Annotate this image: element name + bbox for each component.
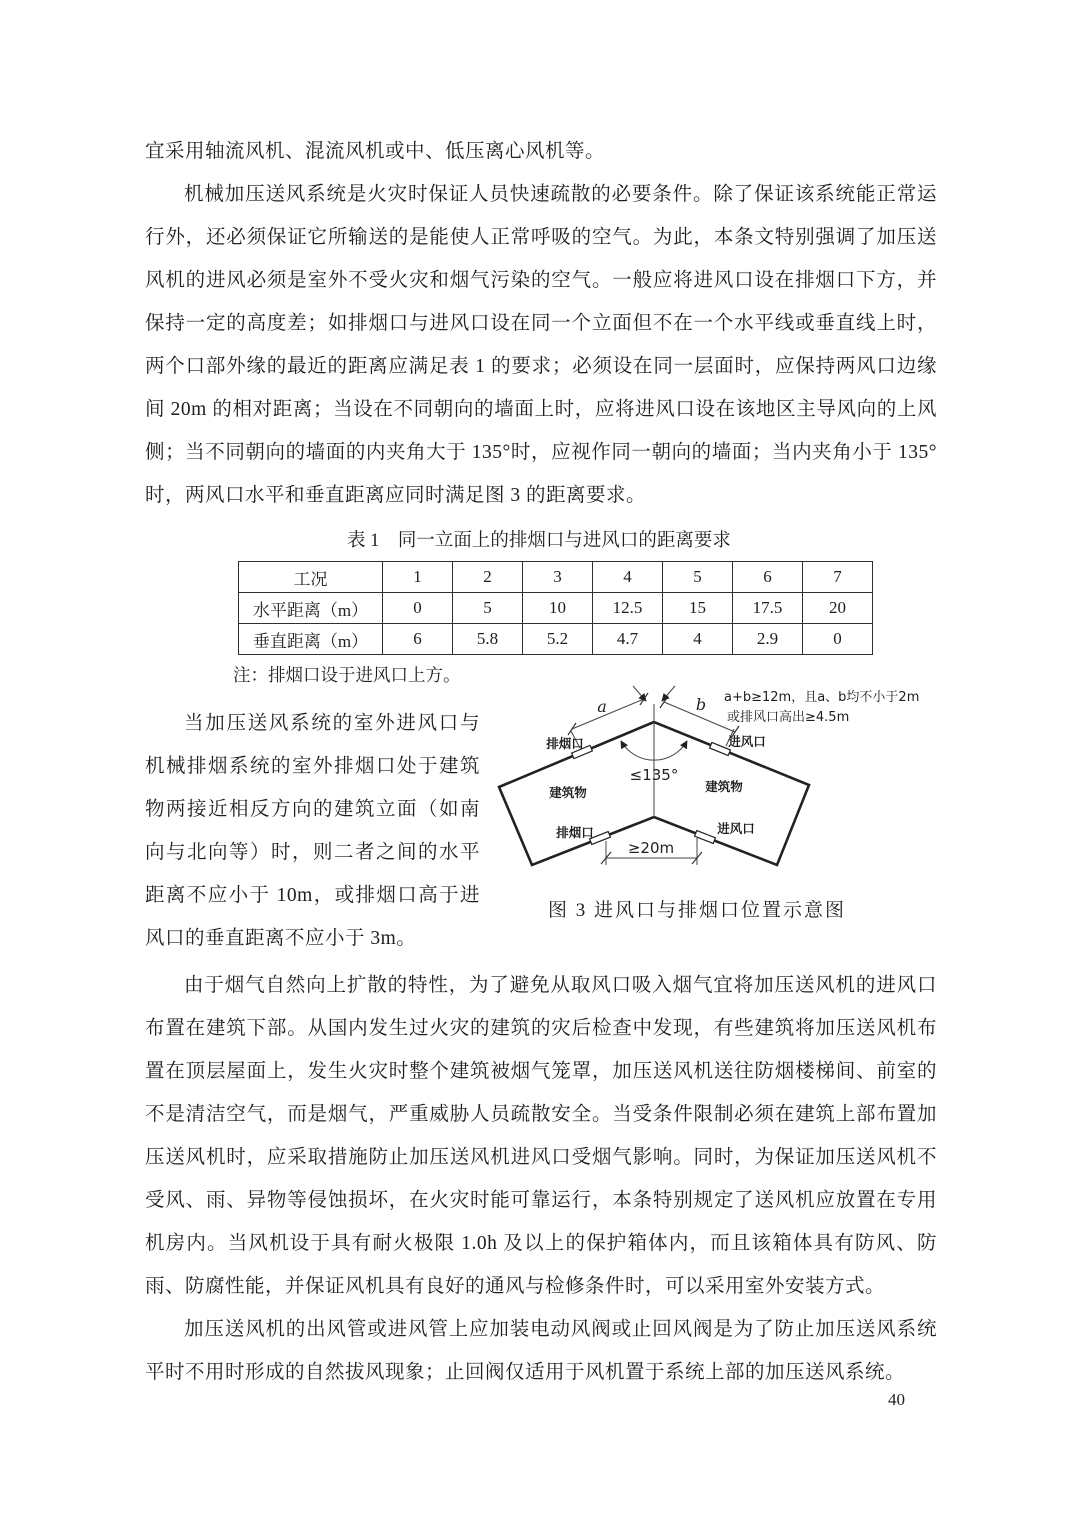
figure-3-caption: 图 3 进风口与排烟口位置示意图 <box>547 900 846 921</box>
figure-3-diagram <box>487 684 937 884</box>
table-cell: 10 <box>523 593 593 624</box>
table-cell: 5 <box>453 593 523 624</box>
building-right-label: 建筑物 <box>705 780 743 794</box>
table-cell: 6 <box>383 624 453 655</box>
angle-label: ≤135° <box>629 766 679 784</box>
building-left-label: 建筑物 <box>549 786 587 800</box>
paragraph-valves: 加压送风机的出风管或进风管上应加装电动风阀或止回风阀是为了防止加压送风系统平时不用时形成的自然拔风现象；止回阀仅适用于风机置于系统上部的加压送风系统。 <box>145 1319 937 1383</box>
table-1-distance-requirements <box>238 561 873 655</box>
text-block <box>145 130 937 1394</box>
dim-arrow-a <box>633 686 646 701</box>
paragraph-fan-types: 宜采用轴流风机、混流风机或中、低压离心风机等。 <box>145 141 606 162</box>
paragraph-smoke-diffusion: 由于烟气自然向上扩散的特性，为了避免从取风口吸入烟气宜将加压送风机的进风口布置在建筑下部。从国内发生过火灾的建筑的灾后检查中发现，有些建筑将加压送风机布置在顶层屋面上，发生火灾时整个建筑被烟气笼罩，加压送风机送往防烟楼梯间、前室的不是清洁空气，而是烟气，严重威胁人员疏散安全。当受条件限制必须在建筑上部布置加压送风机时，应采取措施防止加压送风机进风口受烟气影响。同时，为保证加压送风机不受风、雨、异物等侵蚀损坏，在火灾时能可靠运行，本条特别规定了送风机应放置在专用机房内。当风机设于具有耐火极限 1.0h 及以上的保护箱体内，而且该箱体具有防风、防雨、防腐性能，并保证风机具有良好的通风与检修条件时，可以采用室外安装方式。 <box>145 975 937 1297</box>
paragraph-pressurization-system: 机械加压送风系统是火灾时保证人员快速疏散的必要条件。除了保证该系统能正常运行外，还必须保证它所输送的是能使人正常呼吸的空气。为此，本条文特别强调了加压送风机的进风必须是室外不受火灾和烟气污染的空气。一般应将进风口设在排烟口下方，并保持一定的高度差；如排烟口与进风口设在同一个立面但不在一个水平线或垂直线上时，两个口部外缘的最近的距离应满足表 1 的要求；必须设在同一层面时，应保持两风口边缘间 20m 的相对距离；当设在不同朝向的墙面上时，应将进风口设在该地区主导风向的上风侧；当不同朝向的墙面的内夹角大于 135°时，应视作同一朝向的墙面；当内夹角小于 135°时，两风口水平和垂直距离应同时满足图 3 的距离要求。 <box>145 184 937 506</box>
dim-line-a <box>572 699 644 729</box>
dim-b-label: b <box>695 695 707 714</box>
dim-arrow-b <box>662 686 675 701</box>
table-cell: 5.2 <box>523 624 593 655</box>
table-cell: 4 <box>593 562 663 593</box>
table-cell: 17.5 <box>733 593 803 624</box>
smoke-outlet-top-label: 排烟口 <box>546 737 584 751</box>
table-cell: 工况 <box>239 562 383 593</box>
annotation-line2: 或排风口高出≥4.5m <box>727 710 850 725</box>
table-row-vertical-distance <box>239 624 873 655</box>
table-cell: 5.8 <box>453 624 523 655</box>
table-cell: 1 <box>383 562 453 593</box>
smoke-outlet-bottom-label: 排烟口 <box>556 826 594 840</box>
annotation-line1: a+b≥12m，且a、b均不小于2m <box>724 690 920 705</box>
table-row-horizontal-distance <box>239 593 873 624</box>
table-cell: 7 <box>803 562 873 593</box>
table-cell: 0 <box>383 593 453 624</box>
table-1-caption: 表 1 同一立面上的排烟口与进风口的距离要求 <box>347 531 731 551</box>
table-cell: 4.7 <box>593 624 663 655</box>
table-cell: 4 <box>663 624 733 655</box>
table-cell: 6 <box>733 562 803 593</box>
table-note: 注：排烟口设于进风口上方。 <box>233 665 461 685</box>
air-inlet-top-label: 进风口 <box>728 735 766 749</box>
table-cell: 15 <box>663 593 733 624</box>
dim-tick <box>660 696 668 708</box>
table-row-condition <box>239 562 873 593</box>
air-inlet-opening-bottom <box>695 831 716 844</box>
figure-3 <box>487 684 937 960</box>
paragraph-outdoor-openings: 当加压送风系统的室外进风口与机械排烟系统的室外排烟口处于建筑物两接近相反方向的建筑立面（如南向与北向等）时，则二者之间的水平距离不应小于 10m，或排烟口高于进风口的垂直距离不应小于 3m。 <box>145 713 480 949</box>
table-cell: 5 <box>663 562 733 593</box>
table-cell: 2 <box>453 562 523 593</box>
table-cell: 水平距离（m） <box>239 593 383 624</box>
table-cell: 垂直距离（m） <box>239 624 383 655</box>
table-cell: 0 <box>803 624 873 655</box>
table-cell: 12.5 <box>593 593 663 624</box>
page-number: 40 <box>888 1390 905 1409</box>
table-cell: 2.9 <box>733 624 803 655</box>
dim-a-label: a <box>597 697 607 716</box>
dim-20m-label: ≥20m <box>627 839 675 857</box>
table-cell: 20 <box>803 593 873 624</box>
table-cell: 3 <box>523 562 593 593</box>
figure-text-row <box>145 688 937 960</box>
air-inlet-bottom-label: 进风口 <box>717 822 755 836</box>
